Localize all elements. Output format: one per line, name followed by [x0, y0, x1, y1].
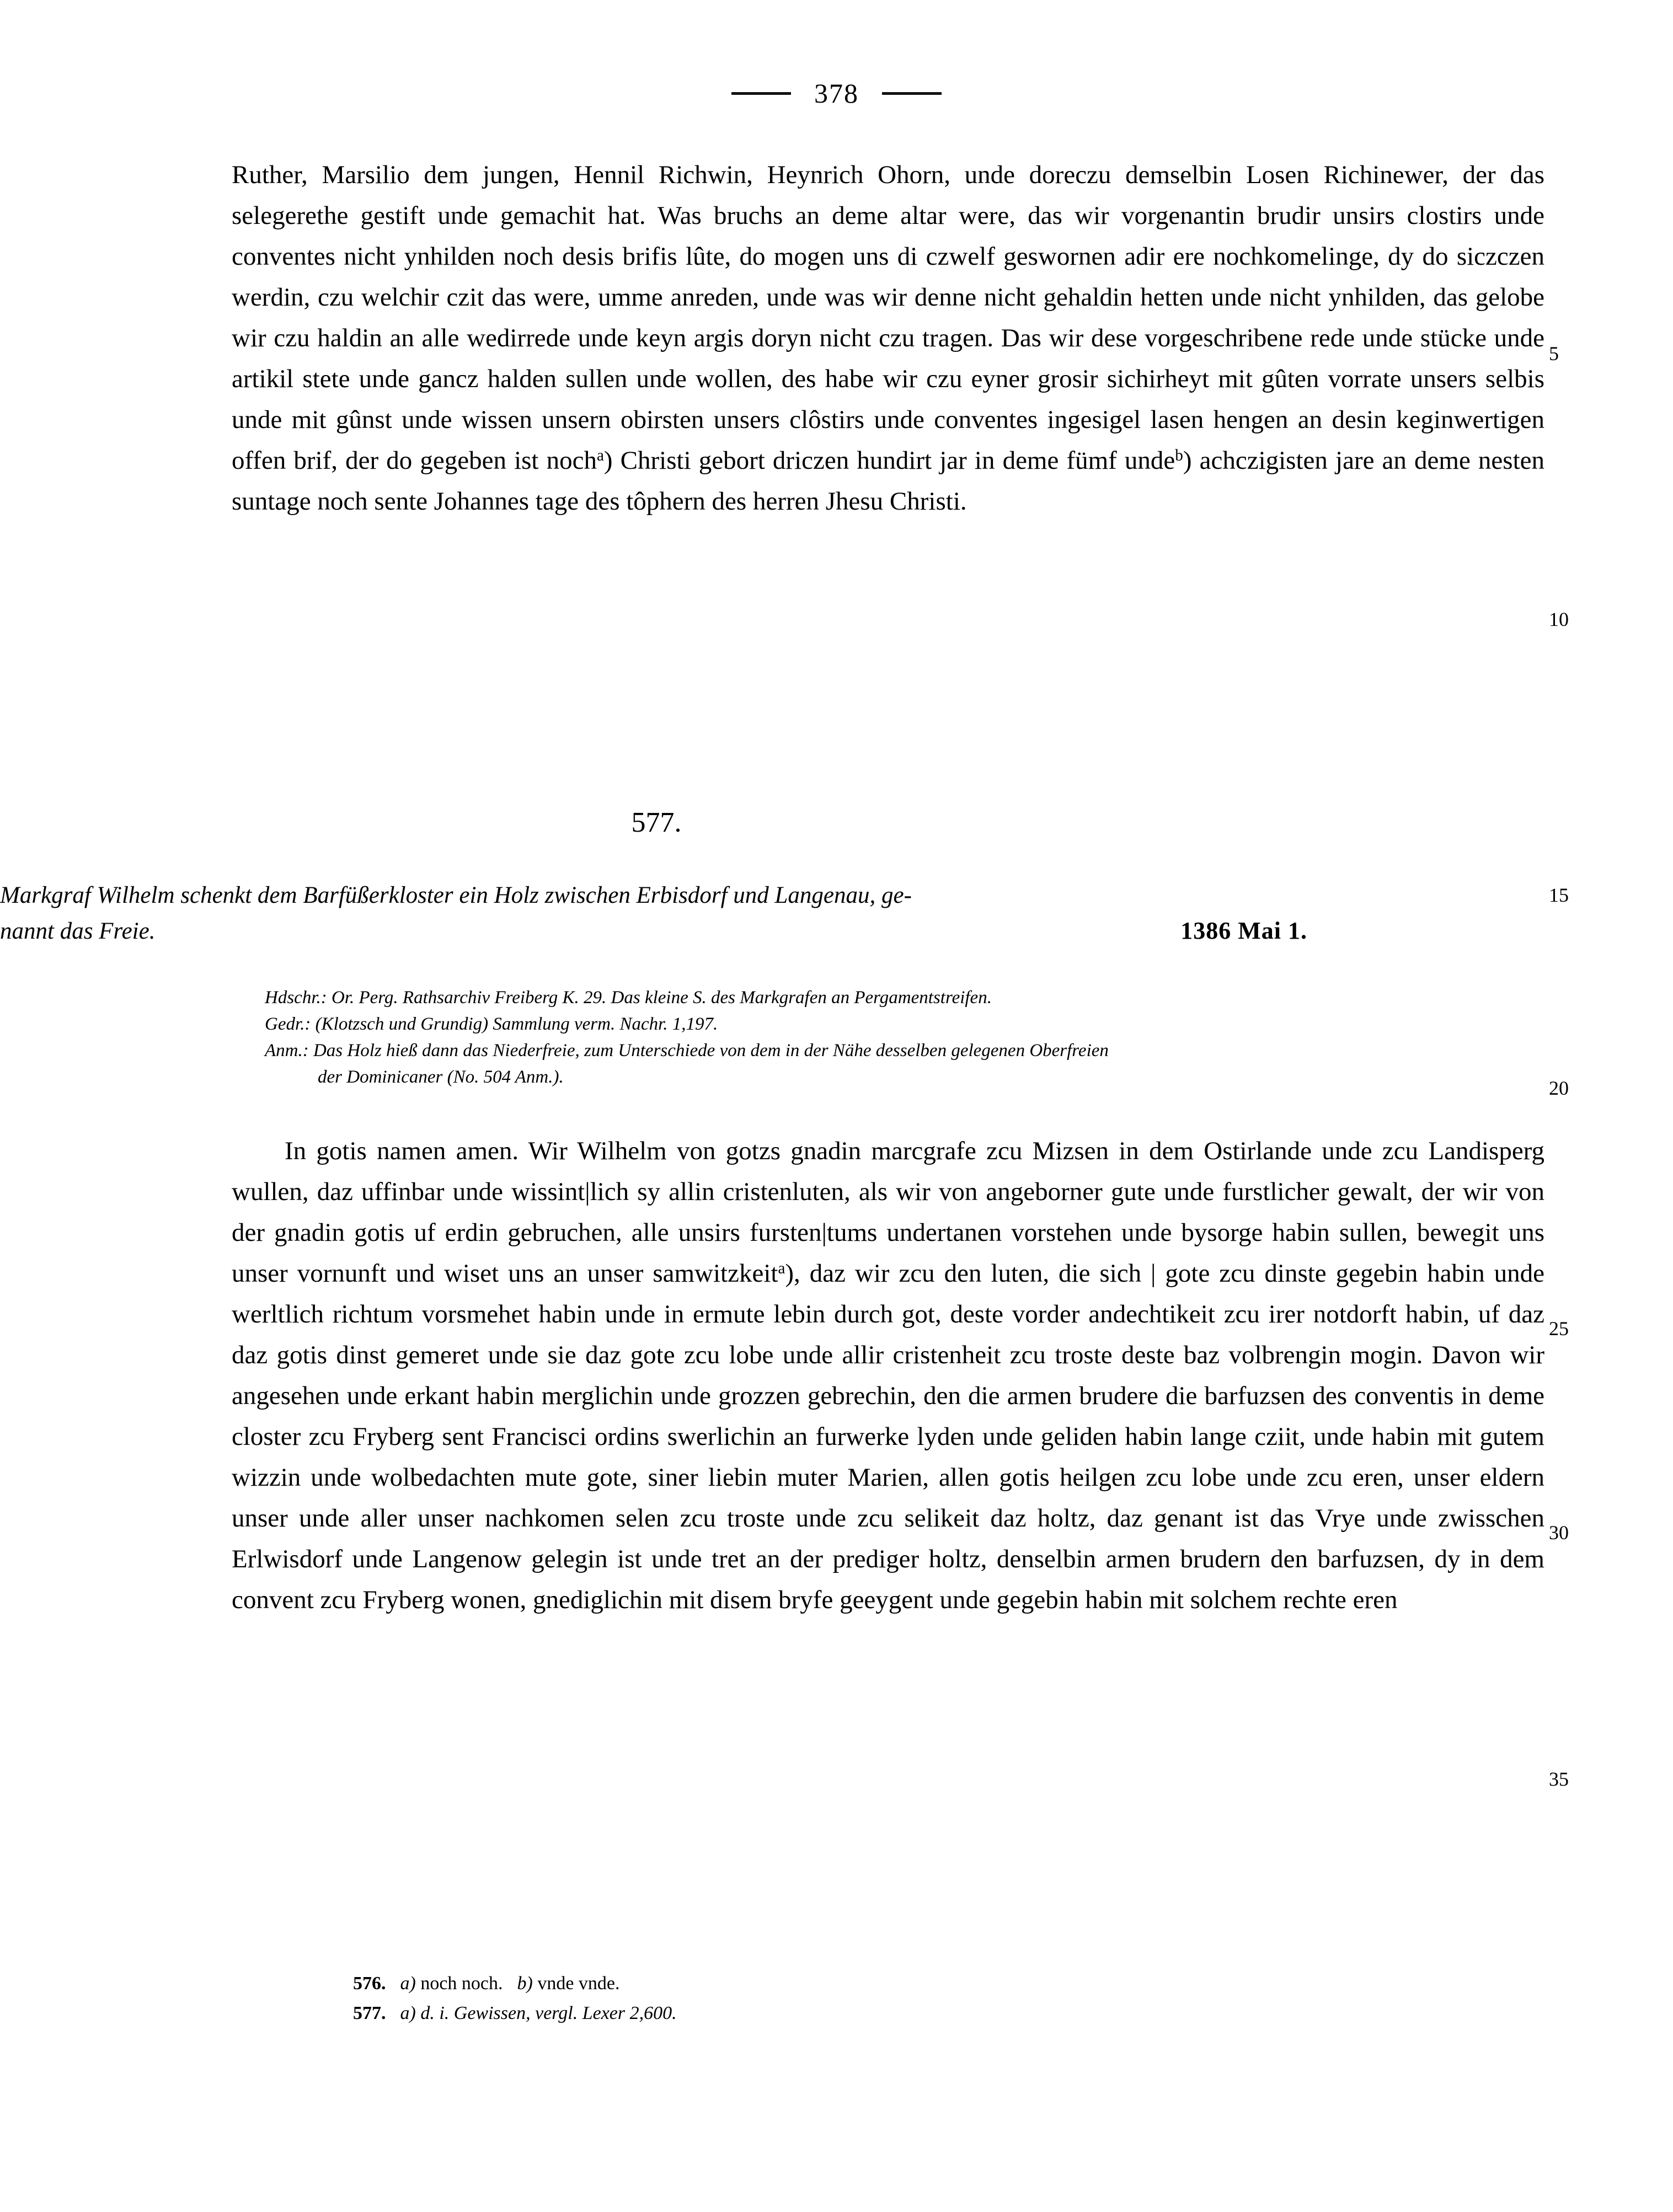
footnote-marker-b: b	[1175, 446, 1183, 464]
paragraph-576	[232, 154, 1544, 522]
paragraph-576-part1: Ruther, Marsilio dem jungen, Hennil Richwin, Heynrich Ohorn, unde doreczu demselbin Losen Richinewer, der das selegerethe gestift unde gemachit hat. Was bruchs an deme altar were, das wir vorgenantin brudir unsirs clostirs unde conventes nicht ynhilden noch desis brifis lûte, do mogen uns di czwelf geswornen adir ere nochkomelinge, dy do siczczen werdin, czu welchir czit das were, umme anreden, unde was wir denne nicht gehaldin hetten unde nicht ynhilden, das gelobe wir czu haldin an alle wedirrede unde keyn argis doryn nicht czu tragen. Das wir dese vorgeschribene rede unde stücke unde artikil stete unde gancz halden sullen unde wollen, des habe wir czu eyner grosir sichirheyt mit gûten vorrate unsers selbis unde mit gûnst unde wissen unsern obirsten unsers clôstirs unde conventes ingesigel lasen hengen an desin keginwertigen offen brif, der do gegeben ist noch	[232, 160, 1544, 475]
head-rule-right	[882, 92, 942, 95]
footnote-block	[353, 1969, 1346, 2028]
line-number-5: 5	[1549, 342, 1559, 365]
apparatus-anm: Anm.: Das Holz hieß dann das Niederfreie, zum Unterschiede von dem in der Nähe desselben gelegenen Oberfreien	[265, 1041, 1109, 1061]
footnote-marker-a: a	[596, 446, 604, 464]
head-rule-left	[731, 92, 791, 95]
apparatus-gedr: Gedr.: (Klotzsch und Grundig) Sammlung verm. Nachr. 1,197.	[265, 1014, 718, 1034]
document-577-number: 577.	[631, 807, 682, 838]
footnote-doc-number-577: 577.	[353, 2003, 386, 2023]
footnote-doc-number-576: 576.	[353, 1973, 386, 1994]
line-number-35: 35	[1549, 1768, 1569, 1790]
source-apparatus	[265, 984, 1550, 1090]
regest-line-2: nannt das Freie.	[0, 918, 156, 944]
paragraph-577-part2: ), daz wir zcu den luten, die sich | gote zcu dinste gegebin habin unde werltlich richtum vorsmehet habin unde in ermute lebin durch got, deste vorder andechtikeit zcu irer notdorft habin, uf daz daz gotis dinst gemeret unde sie daz gote zcu lobe unde allir cristenheit zcu troste deste baz volbrengin mogin. Davon wir angesehen unde erkant habin merglichin unde grozzen gebrechin, den die armen brudere die barfuzsen des conventis in deme closter zcu Fryberg sent Francisci ordins swerlichin an furwerke lyden unde geliden habin lange cziit, unde habin mit gutem wizzin unde wolbedachten mute gote, siner liebin muter Marien, allen gotis heilgen zcu lobe unde zcu eren, unser eldern unser unde aller unser nachkomen selen zcu troste unde zcu selikeit daz holtz, daz genant ist das Vrye unde zwisschen Erlwisdorf unde Langenow gelegin ist unde tret an der prediger holtz, denselbin armen brudern den barfuzsen, dy in dem convent zcu Fryberg wonen, gnediglichin mit disem bryfe geeygent unde gegebin habin mit solchem rechte eren	[232, 1259, 1545, 1614]
document-577-body	[232, 1131, 1544, 1620]
page-number: 378	[814, 78, 859, 109]
footnote-text-576a: noch noch.	[420, 1973, 503, 1994]
footnote-text-577a: d. i. Gewissen, vergl. Lexer 2,600.	[420, 2003, 677, 2023]
footnote-text-576b: vnde vnde.	[537, 1973, 620, 1994]
line-number-30: 30	[1549, 1522, 1569, 1544]
footnote-row-576	[353, 1969, 1346, 1999]
footnote-marker-577a: a	[778, 1259, 785, 1277]
paragraph-577	[232, 1131, 1544, 1620]
line-number-15: 15	[1549, 884, 1569, 906]
apparatus-anm-cont: der Dominicaner (No. 504 Anm.).	[318, 1067, 564, 1087]
regest-line-1: Markgraf Wilhelm schenkt dem Barfüßerkloster ein Holz zwischen Erbisdorf und Langenau, ge-	[0, 882, 912, 908]
regest-line-2-row	[0, 913, 1313, 949]
footnote-mark-576a: a)	[400, 1973, 416, 1994]
footnote-mark-576b: b)	[517, 1973, 533, 1994]
running-head	[0, 77, 1673, 109]
line-number-25: 25	[1549, 1317, 1569, 1340]
footnote-row-577	[353, 1999, 1346, 2028]
document-577-regest	[0, 878, 1313, 949]
paragraph-576-part2: ) Christi gebort driczen hundirt jar in deme fümf unde	[603, 446, 1175, 475]
line-number-10: 10	[1549, 608, 1569, 630]
footnote-mark-577a: a)	[400, 2003, 416, 2023]
document-576-body	[232, 154, 1544, 522]
document-date: 1386 Mai 1.	[1180, 917, 1307, 944]
line-number-20: 20	[1549, 1077, 1569, 1099]
paragraph-576-part3: ) achczigisten jare an deme nesten suntage noch sente Johannes tage des tôphern des herren Jhesu Christi.	[232, 446, 1544, 516]
apparatus-hdschr: Hdschr.: Or. Perg. Rathsarchiv Freiberg K. 29. Das kleine S. des Markgrafen an Pergamentstreifen.	[265, 988, 992, 1008]
paragraph-577-part1: In gotis namen amen. Wir Wilhelm von gotzs gnadin marcgrafe zcu Mizsen in dem Ostirlande unde zcu Landisperg wullen, daz uffinbar unde wissint|lich sy allin cristenluten, als wir von angeborner gute unde furstlicher gewalt, der wir von der gnadin gotis uf erdin gebruchen, alle unsirs fursten|tums undertanen vorstehen unde bysorge habin sullen, bewegit uns unser vornunft und wiset uns an unser samwitzkeit	[232, 1137, 1544, 1288]
